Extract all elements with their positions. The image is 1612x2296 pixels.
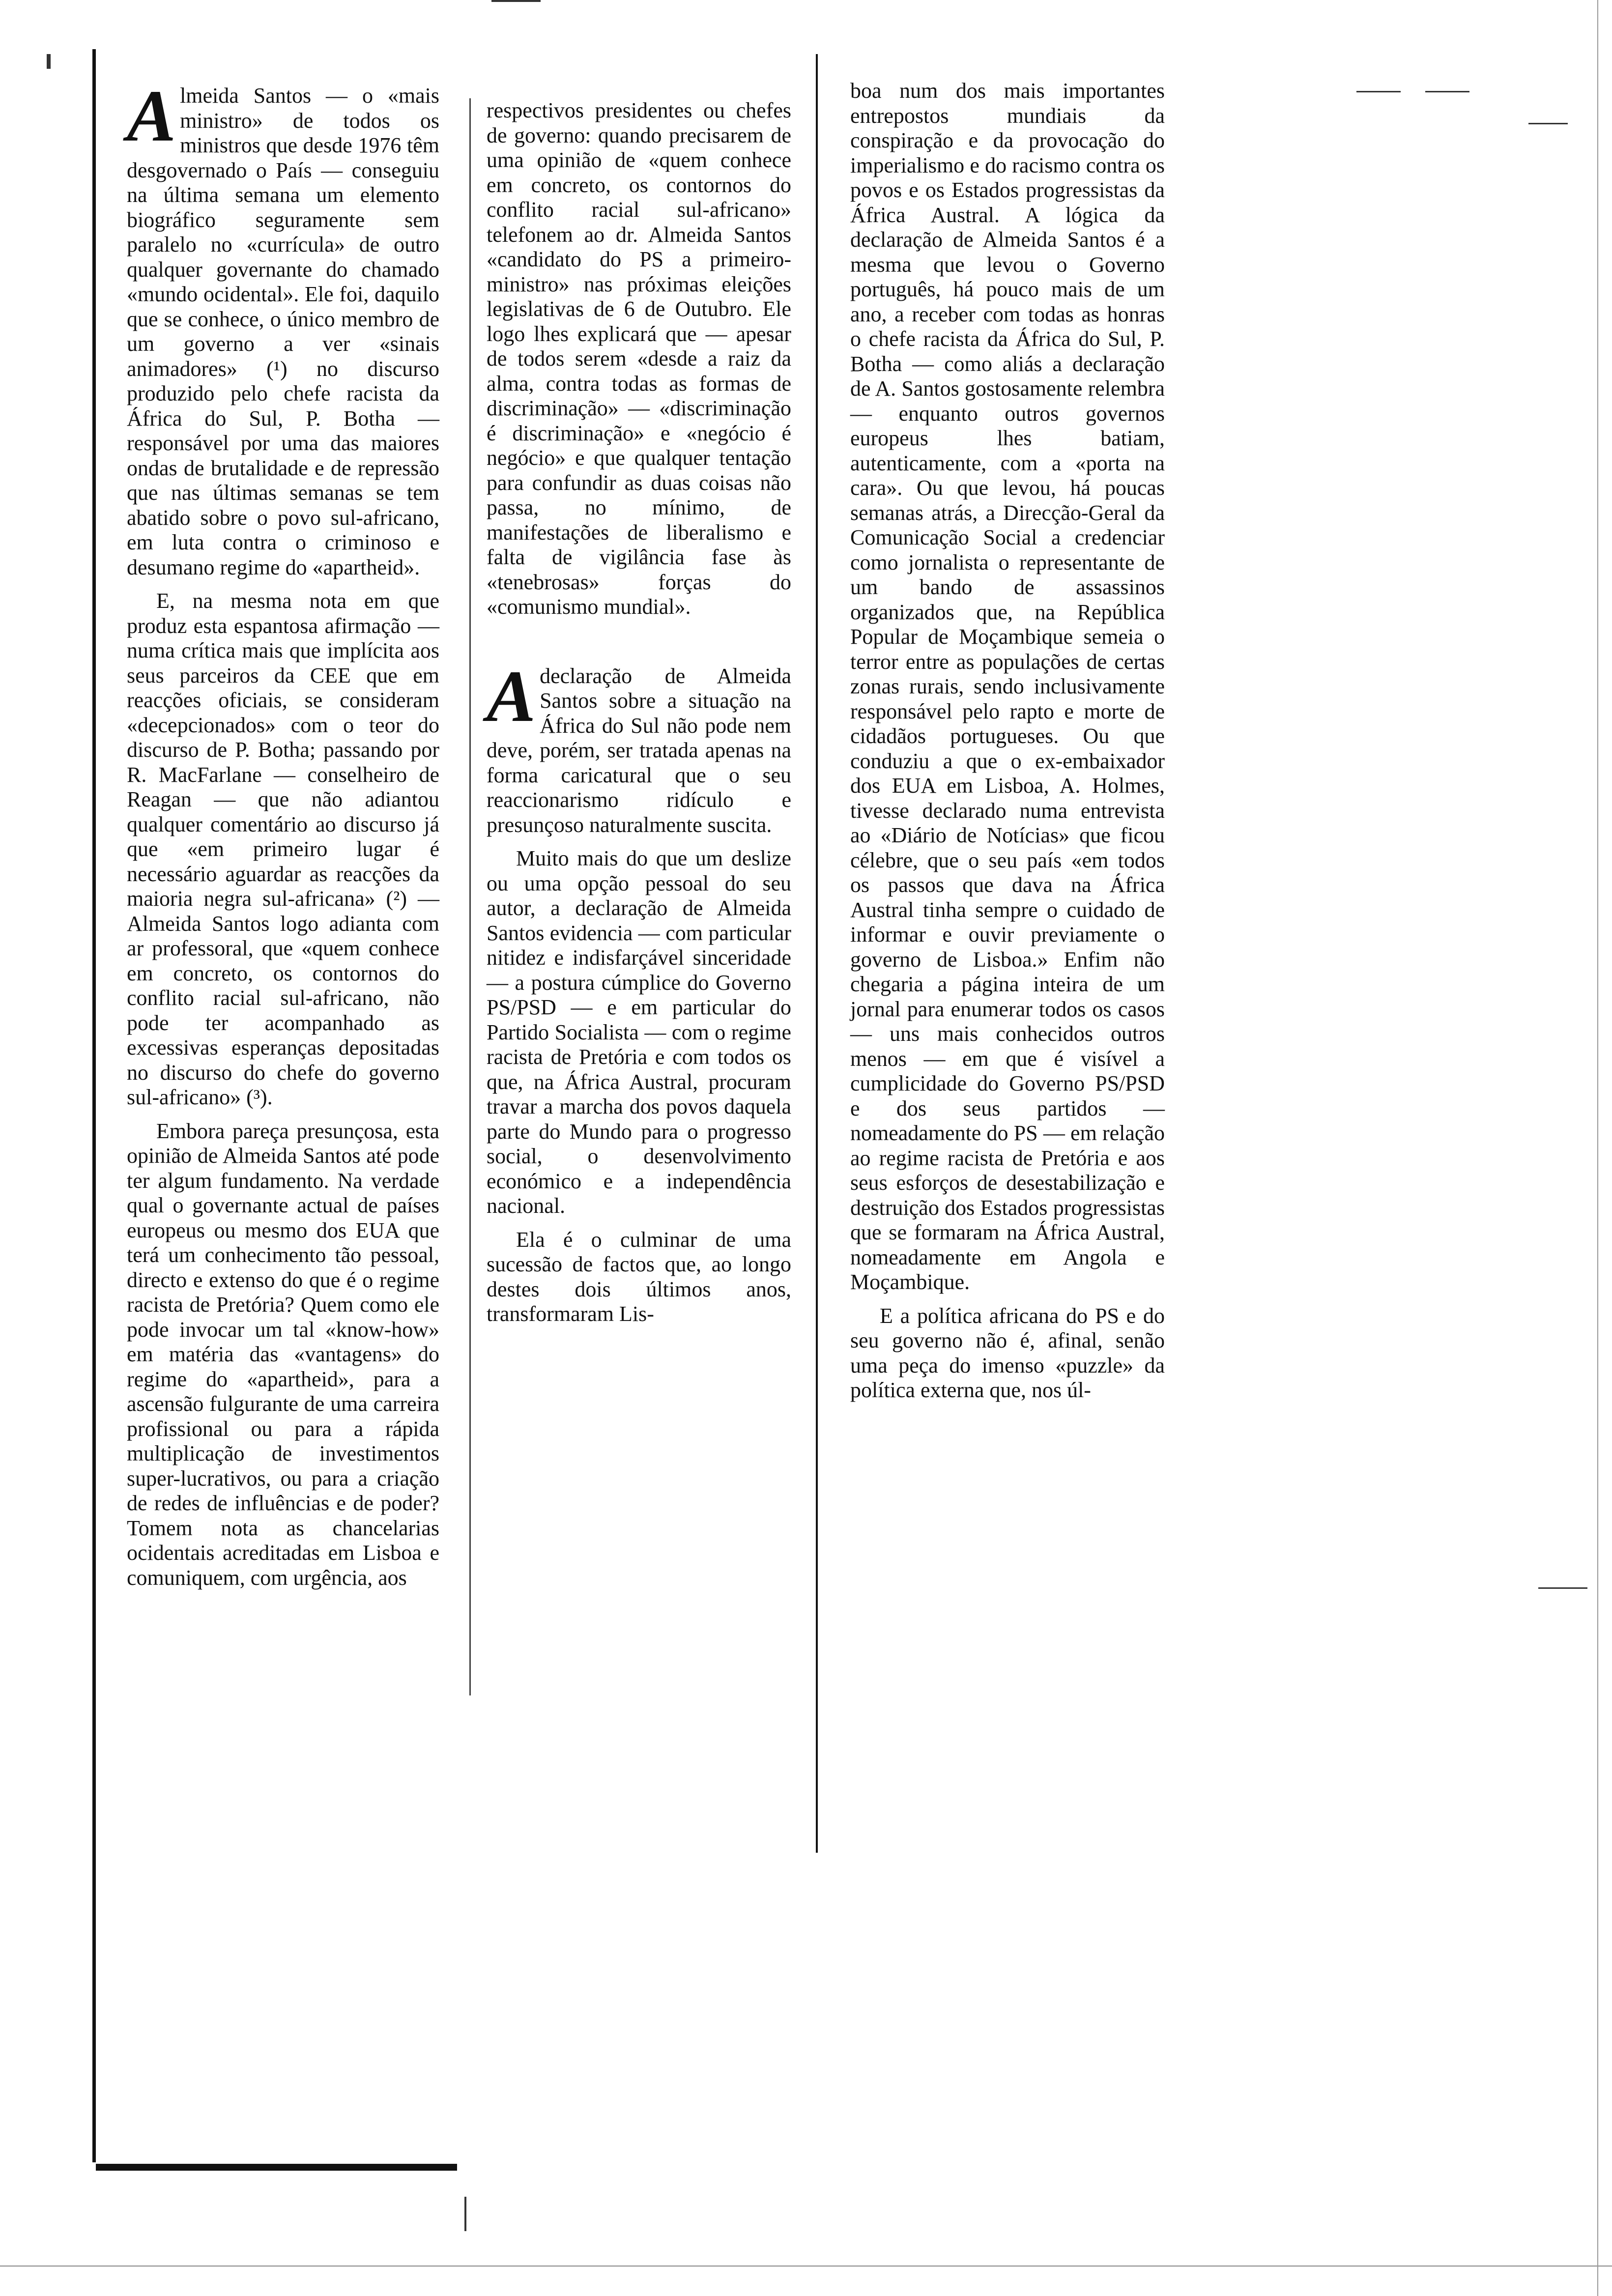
paragraph: Embora pareça presunçosa, esta opinião de Almeida Santos até pode ter algum fundamento. Na verdade qual o governante actual de países europeus ou mesmo dos EUA que terá um conhecimento tão pessoal, directo e extenso do que é o regime racista de Pretória? Quem como ele pode invocar um tal «know-how» em matéria das «vantagens» do regime do «apartheid», para a ascensão fulgurante de uma carreira profissional ou para a rápida multiplicação de investimentos super-lucrativos, ou para a criação de redes de influências e de poder? Tomem nota as chancelarias ocidentais acreditadas em Lisboa e comuniquem, com urgência, aos <box>127 1119 439 1590</box>
paragraph: respectivos presidentes ou chefes de governo: quando precisarem de uma opinião de «quem conhece em concreto, os contornos do conflito racial sul-africano» telefonem ao dr. Almeida Santos «candidato do PS a primeiro-ministro» nas próximas eleições legislativas de 6 de Outubro. Ele logo lhes explicará que — apesar de todos serem «desde a raiz da alma, contra todas as formas de discriminação» — «discriminação é discriminação» e «negócio é negócio» e que qualquer tentação para confundir as duas coisas não passa, no mínimo, de manifestações de liberalismo e falta de vigilância fase às «tenebrosas» forças do «comunismo mundial». <box>487 98 791 619</box>
page-edge-right <box>1597 0 1598 2296</box>
article-column-3 <box>850 79 1165 1403</box>
column-divider-1 <box>469 98 471 1695</box>
scan-mark <box>1538 1587 1587 1589</box>
paragraph: Ela é o culminar de uma sucessão de factos que, ao longo destes dois últimos anos, transformaram Lis- <box>487 1227 791 1326</box>
paragraph: boa num dos mais importantes entrepostos mundiais da conspiração e da provocação do imperialismo e do racismo contra os povos e os Estados progressistas da África Austral. A lógica da declaração de Almeida Santos é a mesma que levou o Governo português, há pouco mais de um ano, a receber com todas as honras o chefe racista da África do Sul, P. Botha — como aliás a declaração de A. Santos gostosamente relembra — enquanto outros governos europeus lhes batiam, autenticamente, com a «porta na cara». Ou que levou, há poucas semanas atrás, a Direcção-Geral da Comunicação Social a credenciar como jornalista o representante de um bando de assassinos organizados que, na República Popular de Moçambique semeia o terror entre as populações de certas zonas rurais, sendo inclusivamente responsável pelo rapto e morte de cidadãos portugueses. Ou que conduziu a que o ex-embaixador dos EUA em Lisboa, A. Holmes, tivesse declarado numa entrevista ao «Diário de Notícias» que ficou célebre, que o seu país «em todos os passos que dava na África Austral tinha sempre o cuidado de informar e ouvir previamente o governo de Lisboa.» Enfim não chegaria a página inteira de um jornal para enumerar todos os casos — uns mais conhecidos outros menos — em que é visível a cumplicidade do Governo PS/PSD e dos seus partidos — nomeadamente do PS — em relação ao regime racista de Pretória e aos seus esforços de desestabilização e destruição dos Estados progressistas que se formaram na África Austral, nomeadamente em Angola e Moçambique. <box>850 79 1165 1294</box>
paragraph: E, na mesma nota em que produz esta espantosa afirmação — numa crítica mais que implícita aos seus parceiros da CEE que em reacções oficiais, se consideram «decepcionados» com o teor do discurso de P. Botha; passando por R. MacFarlane — conselheiro de Reagan — que não adiantou qualquer comentário ao discurso já que «em primeiro lugar é necessário aguardar as reacções da maioria negra sul-africana» (²) — Almeida Santos logo adianta com ar professoral, que «quem conhece em concreto, os contornos do conflito racial sul-africano, não pode ter acompanhado as excessivas esperanças depositadas no discurso do chefe do governo sul-africano» (³). <box>127 589 439 1109</box>
paragraph: Muito mais do que um deslize ou uma opção pessoal do seu autor, a declaração de Almeida Santos evidencia — com particular nitidez e indisfarçável sinceridade — a postura cúmplice do Governo PS/PSD — e em particular do Partido Socialista — com o regime racista de Pretória e com todos os que, na África Austral, procuram travar a marcha dos povos daquela parte do Mundo para o progresso social, o desenvolvimento económico e a independência nacional. <box>487 846 791 1218</box>
top-header-rule <box>491 0 541 2</box>
scan-mark <box>464 2197 466 2231</box>
paragraph-text: declaração de Almeida Santos sobre a situação na África do Sul não pode nem deve, porém, ser tratada apenas na forma caricatural que o seu reaccionarismo ridículo e presunçoso naturalmente suscita. <box>487 663 791 837</box>
article-column-1 <box>127 75 439 1590</box>
drop-cap: A <box>127 75 176 157</box>
left-border-rule <box>92 49 96 2162</box>
paragraph <box>487 655 791 838</box>
article-column-2 <box>487 98 791 1327</box>
scan-mark <box>47 54 51 69</box>
scan-mark <box>1356 91 1401 92</box>
paragraph <box>127 75 439 580</box>
paragraph: E a política africana do PS e do seu governo não é, afinal, senão uma peça do imenso «puzzle» da política externa que, nos úl- <box>850 1303 1165 1402</box>
bottom-rule <box>96 2164 457 2171</box>
page-edge-bottom <box>0 2266 1612 2267</box>
paragraph-text: lmeida Santos — o «mais ministro» de todos os ministros que desde 1976 têm desgovernado o País — conseguiu na última semana um elemento biográfico seguramente sem paralelo no «currícula» de outro qualquer governante do chamado «mundo ocidental». Ele foi, daquilo que se conhece, o único membro de um governo a ver «sinais animadores» (¹) no discurso produzido pelo chefe racista da África do Sul, P. Botha — responsável por uma das maiores ondas de brutalidade e de repressão que nas últimas semanas se tem abatido sobre o povo sul-africano, em luta contra o criminoso e desumano regime do «apartheid». <box>127 84 439 579</box>
column-divider-2 <box>816 54 818 1853</box>
scan-mark <box>1425 91 1469 92</box>
scan-mark <box>1528 123 1568 124</box>
drop-cap: A <box>487 655 536 737</box>
